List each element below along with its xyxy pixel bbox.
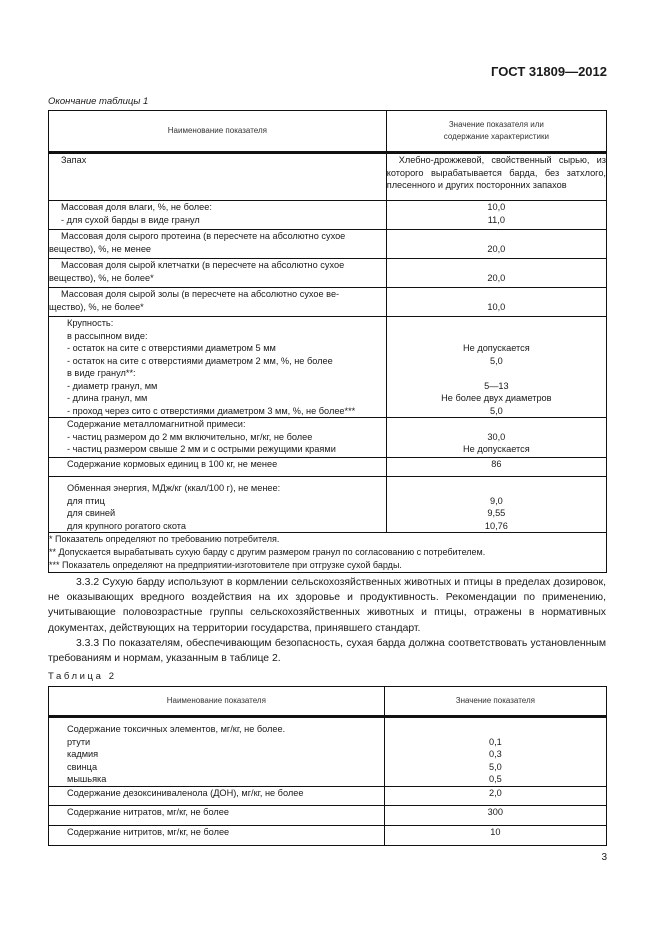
row-label: в рассыпном виде: (67, 330, 148, 341)
row-value: 2,0 (488, 787, 502, 798)
table-row (49, 717, 607, 787)
row-label: Содержание нитратов, мг/кг, не более (67, 806, 229, 817)
table-row (49, 805, 607, 825)
table-row (49, 458, 607, 477)
row-label: щество), %, не более* (49, 301, 144, 312)
row-label: - для сухой барды в виде гранул (61, 214, 200, 225)
row-value: 0,1 (488, 736, 502, 747)
body-paragraphs (48, 575, 606, 666)
row-value: Не допускается (463, 343, 530, 353)
row-label: - частиц размером свыше 2 мм и с острыми режущими краями (67, 444, 336, 454)
row-label: Содержание токсичных элементов, мг/кг, не более. (67, 724, 286, 734)
row-label: - проход через сито с отверстиями диаметром 3 мм, %, не более*** (67, 405, 356, 416)
row-label: Массовая доля сырой клетчатки (в пересчете на абсолютно сухое (61, 260, 345, 270)
table-row (49, 825, 607, 845)
paragraph-3-3-2: 3.3.2 Сухую барду используют в кормлении сельскохозяйственных животных и птицы в пределах дозировок, не оказывающих вредного воздействия на их здоровье и продуктивность. Рекомендации по применению, учитывающие половозрастные группы сельскохозяйственных животных и птицы, отражены в нормативных документах, действующих на территории государства, принявшего стандарт. (48, 577, 606, 634)
table-row (49, 317, 607, 418)
document-code: ГОСТ 31809—2012 (491, 64, 607, 79)
table-row (49, 418, 607, 458)
row-value: 86 (491, 459, 502, 469)
row-value: 5,0 (488, 761, 502, 772)
table-row (49, 259, 607, 288)
table1-caption: Окончание таблицы 1 (48, 96, 149, 107)
row-value: 9,0 (489, 495, 503, 506)
row-value: 300 (487, 806, 504, 817)
row-value: 0,5 (488, 774, 502, 784)
row-value: 20,0 (487, 272, 506, 283)
row-value: Не допускается (463, 444, 530, 454)
row-label: для птиц (67, 495, 105, 506)
row-value: 30,0 (487, 431, 506, 442)
row-value: 5,0 (489, 355, 503, 366)
row-label: Массовая доля сырой золы (в пересчете на абсолютно сухое ве- (61, 289, 340, 299)
row-value: 10,0 (487, 301, 506, 312)
row-label: - частиц размером до 2 мм включительно, мг/кг, не более (67, 431, 313, 442)
table-row (49, 230, 607, 259)
column-header-value: Значение показателя (384, 687, 606, 717)
row-label: Содержание дезоксиниваленола (ДОН), мг/кг, не более (67, 787, 304, 798)
row-value: Не более двух диаметров (441, 393, 552, 403)
row-label: - диаметр гранул, мм (67, 380, 158, 391)
footnote: *** Показатель определяют на предприятии-изготовителе при отгрузке сухой барды. (49, 560, 402, 570)
row-label: Крупность: (67, 318, 114, 328)
table-footnotes-row (49, 533, 607, 573)
page-number: 3 (601, 852, 607, 863)
row-label: кадмия (67, 749, 99, 759)
row-value: Хлебно-дрожжевой, свойственный сырью, из которого вырабатывается барда, без затхлого, плесенного и других посторонних запахов (386, 155, 606, 190)
row-value: 10 (490, 826, 501, 837)
footnote: * Показатель определяют по требованию потребителя. (49, 534, 280, 544)
table-header-row (49, 111, 607, 153)
table-row (49, 786, 607, 805)
row-value: 5,0 (489, 405, 503, 416)
row-value: 0,3 (488, 749, 502, 759)
row-value: 20,0 (487, 243, 506, 254)
footnote: ** Допускается вырабатывать сухую барду с другим размером гранул по согласованию с потребителем. (49, 547, 486, 557)
row-label: Обменная энергия, МДж/кг (ккал/100 г), не менее: (67, 483, 281, 493)
row-label: для свиней (67, 508, 116, 518)
row-label: в виде гранул**: (67, 368, 136, 378)
table-row (49, 153, 607, 201)
row-label: для крупного рогатого скота (67, 520, 186, 531)
table-row (49, 288, 607, 317)
row-label: Массовая доля сырого протеина (в пересчете на абсолютно сухое (61, 231, 346, 241)
column-header-name: Наименование показателя (49, 687, 385, 717)
row-value: 9,55 (487, 508, 506, 518)
column-header-value: Значение показателя или содержание характеристики (386, 111, 606, 153)
paragraph-3-3-3: 3.3.3 По показателям, обеспечивающим безопасность, сухая барда должна соответствовать установленным требованиям и нормам, указанным в таблице 2. (48, 637, 606, 665)
row-label: Запах (61, 155, 87, 165)
row-label: Содержание кормовых единиц в 100 кг, не менее (67, 459, 278, 469)
row-value: 11,0 (487, 214, 505, 225)
row-value: 10,0 (487, 202, 506, 212)
row-label: - остаток на сите с отверстиями диаметром 5 мм (67, 343, 276, 353)
table-1 (48, 110, 607, 573)
row-label: - остаток на сите с отверстиями диаметром 2 мм, %, не более (67, 355, 333, 366)
table2-caption: Таблица 2 (48, 671, 117, 682)
row-label: вещество), %, не более* (49, 272, 154, 283)
row-value: 10,76 (484, 520, 508, 531)
row-label: - длина гранул, мм (67, 393, 148, 403)
table-row (49, 477, 607, 533)
row-label: Содержание нитритов, мг/кг, не более (67, 826, 230, 837)
row-label: вещество), %, не менее (49, 243, 152, 254)
row-label: Содержание металломагнитной примеси: (67, 419, 246, 429)
table-header-row (49, 687, 607, 717)
table-2 (48, 686, 607, 846)
table-row (49, 201, 607, 230)
row-label: ртути (67, 736, 91, 747)
column-header-name: Наименование показателя (49, 111, 387, 153)
row-label: мышьяка (67, 774, 107, 784)
row-value: 5—13 (484, 380, 509, 391)
row-label: свинца (67, 761, 98, 772)
row-label: Массовая доля влаги, %, не более: (61, 202, 212, 212)
